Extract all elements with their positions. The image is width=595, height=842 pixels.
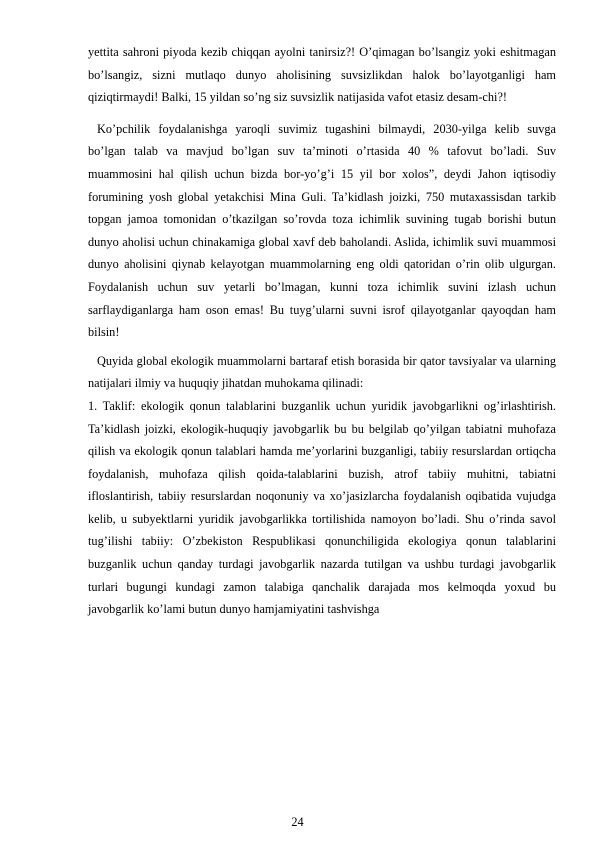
document-page xyxy=(88,41,556,621)
page-number: 24 xyxy=(291,815,304,829)
paragraph-recommendations-intro: Quyida global ekologik muammolarni bartaraf etish borasida bir qator tavsiyalar va ularning natijalari ilmiy va huquqiy jihatdan muhokama qilinadi: xyxy=(88,353,556,391)
paragraph-spacer xyxy=(88,109,556,118)
paragraph-water-shortage: Ko’pchilik foydalanishga yaroqli suvimiz tugashini bilmaydi, 2030-yilga kelib suvga bo’lgan talab va mavjud bo’lgan suv ta’minoti o’rtasida 40 % tafovut bo’ladi. Suv muammosini hal qilish uchun bizda bor-yo’g’i 15 yil bor xolos”, deydi Jahon iqtisodiy forumining yosh global yetakchisi Mina Guli. Ta’kidlash joizki, 750 mutaxassisdan tarkib topgan jamoa tomonidan o’tkazilgan so’rovda toza ichimlik suvining tugab borishi butun dunyo aholisi uchun chinakamiga global xavf deb baholandi. Aslida, ichimlik suvi muammosi dunyo aholisini qiynab kelayotgan muammolarning eng oldi qatoridan o’rin olib ulgurgan. Foydalanish uchun suv yetarli bo’lmagan, kunni toza ichimlik suvini izlash uchun sarflaydiganlarga ham oson emas! Bu tuyg’ularni suvni isrof qilayotganlar qayoqdan ham bilsin! xyxy=(88,121,556,340)
paragraph-proposal-1: 1. Taklif: ekologik qonun talablarini buzganlik uchun yuridik javobgarlikni og’irlashtirish. Ta’kidlash joizki, ekologik-huquqiy javobgarlik bu bu belgilab qo’yilgan tabiatni muhofaza qilish va ekologik qonun talablari hamda me’yorlarini buzganligi, tabiiy resurslardan ortiqcha foydalanish, muhofaza qilish qoida-talablarini buzish, atrof tabiiy muhitni, tabiatni ifloslantirish, tabiiy resurslardan noqonuniy va xo’jasizlarcha foydalanish oqibatida vujudga kelib, u subyektlarni yuridik javobgarlikka tortilishida namoyon bo’ladi. Shu o’rinda savol tug’ilishi tabiiy: O’zbekiston Respublikasi qonunchiligida ekologiya qonun talablarini buzganlik uchun qanday turdagi javobgarlik nazarda tutilgan va ushbu turdagi javobgarlik turlari bugungi kundagi zamon talabiga qanchalik darajada mos kelmoqda yoxud bu javobgarlik ko’lami butun dunyo hamjamiyatini tashvishga xyxy=(88,398,556,617)
paragraph-intro-continuation: yettita sahroni piyoda kezib chiqqan ayolni tanirsiz?! O’qimagan bo’lsangiz yoki eshitmagan bo’lsangiz, sizni mutlaqo dunyo aholisining suvsizlikdan halok bo’layotganligi ham qiziqtirmaydi! Balki, 15 yildan so’ng siz suvsizlik natijasida vafot etasiz desam-chi?! xyxy=(88,45,556,105)
